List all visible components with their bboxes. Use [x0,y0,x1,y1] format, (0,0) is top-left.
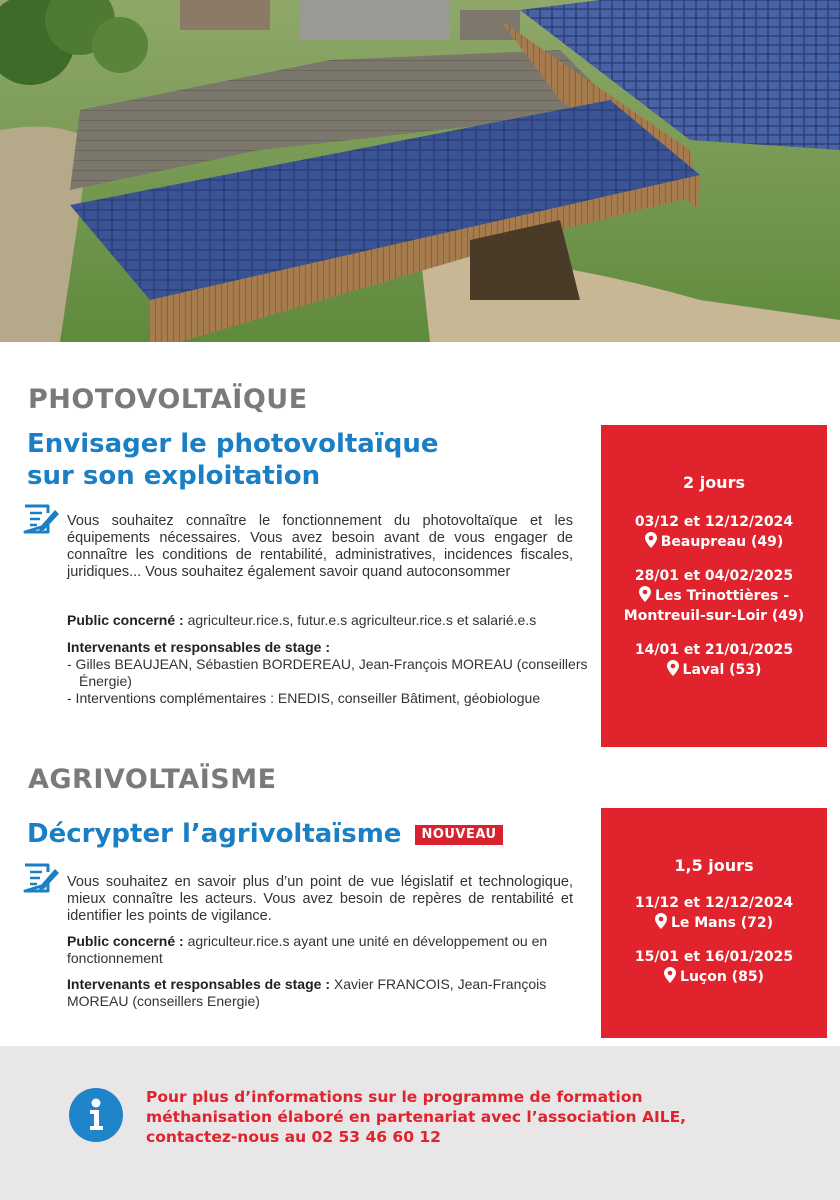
course-description: Vous souhaitez connaître le fonctionnement du photovoltaïque et les équipements nécessaires. Vous avez besoin avant de vous engager de connaître les conditions de rentabilité, administratives, incidences fiscales, juridiques... Vous souhaitez également savoir quand autoconsommer [67,513,573,580]
section-heading-photovoltaique: PHOTOVOLTAÏQUE [28,384,308,415]
public-value: agriculteur.rice.s, futur.e.s agriculteur.rice.s et salarié.e.s [183,612,537,628]
solar-barn-illustration [0,0,840,342]
speakers-value: Xavier FRANCOIS, Jean-François MOREAU (conseillers Energie) [67,976,547,1009]
speakers-label: Intervenants et responsables de stage : [67,976,330,992]
public-label: Public concerné : [67,612,184,628]
intervenants [67,639,597,707]
session-dates: 15/01 et 16/01/2025 [634,949,794,965]
speakers-item: - Gilles BEAUJEAN, Sébastien BORDEREAU, Jean-François MOREAU (conseillers Énergie) [67,656,588,689]
speakers-label: Intervenants et responsables de stage : [67,639,330,655]
document-pencil-icon [22,503,60,539]
location-pin-icon [667,660,679,676]
intervenants [67,976,597,1010]
location-pin-icon [655,913,667,929]
duration: 1,5 jours [674,856,754,875]
session-place: Les Trinottières - Montreuil-sur-Loir (49) [623,588,805,624]
session-place: Luçon (85) [601,967,827,987]
session [601,640,827,680]
session-dates: 28/01 et 04/02/2025 [634,568,794,584]
course-description: Vous souhaitez en savoir plus d’un point de vue législatif et technologique, mieux connaître les acteurs. Vous avez besoin de repères de rentabilité et identifier les points de vigilance. [67,874,573,924]
public-concerne [67,933,597,967]
session-dates: 11/12 et 12/12/2024 [634,895,794,911]
course-title-line: Décrypter l’agrivoltaïsme [27,819,402,849]
hero-photo [0,0,840,342]
course-title-photovoltaique [27,428,439,492]
session-place: Le Mans (72) [601,913,827,933]
new-badge: NOUVEAU [415,825,502,845]
course-title-line: Envisager le photovoltaïque [27,429,439,459]
session-place: Laval (53) [601,660,827,680]
footer-contact-text: Pour plus d’informations sur le programme de formation méthanisation élaboré en partenariat avec l’association AILE, contactez-nous au 02 53 46 60 12 [146,1088,687,1146]
section-heading-agrivoltaisme: AGRIVOLTAÏSME [28,764,277,795]
public-concerne [67,612,597,629]
info-icon [69,1088,123,1142]
speakers-item: - Interventions complémentaires : ENEDIS, conseiller Bâtiment, géobiologue [67,690,541,706]
course-title-agrivoltaisme [27,818,503,850]
session [601,893,827,933]
location-pin-icon [664,967,676,983]
session-dates: 03/12 et 12/12/2024 [634,514,794,530]
session-dates: 14/01 et 21/01/2025 [634,642,794,658]
sessions-box-photovoltaique [601,425,827,747]
location-pin-icon [639,586,651,602]
duration: 2 jours [683,473,745,492]
location-pin-icon [645,532,657,548]
session-place: Beaupreau (49) [601,532,827,552]
course-title-line: sur son exploitation [27,461,321,491]
document-pencil-icon [22,862,60,898]
sessions-box-agrivoltaisme [601,808,827,1038]
public-value: agriculteur.rice.s ayant une unité en développement ou en fonctionnement [67,933,548,966]
session [601,947,827,987]
public-label: Public concerné : [67,933,184,949]
session [601,566,827,626]
session [601,512,827,552]
